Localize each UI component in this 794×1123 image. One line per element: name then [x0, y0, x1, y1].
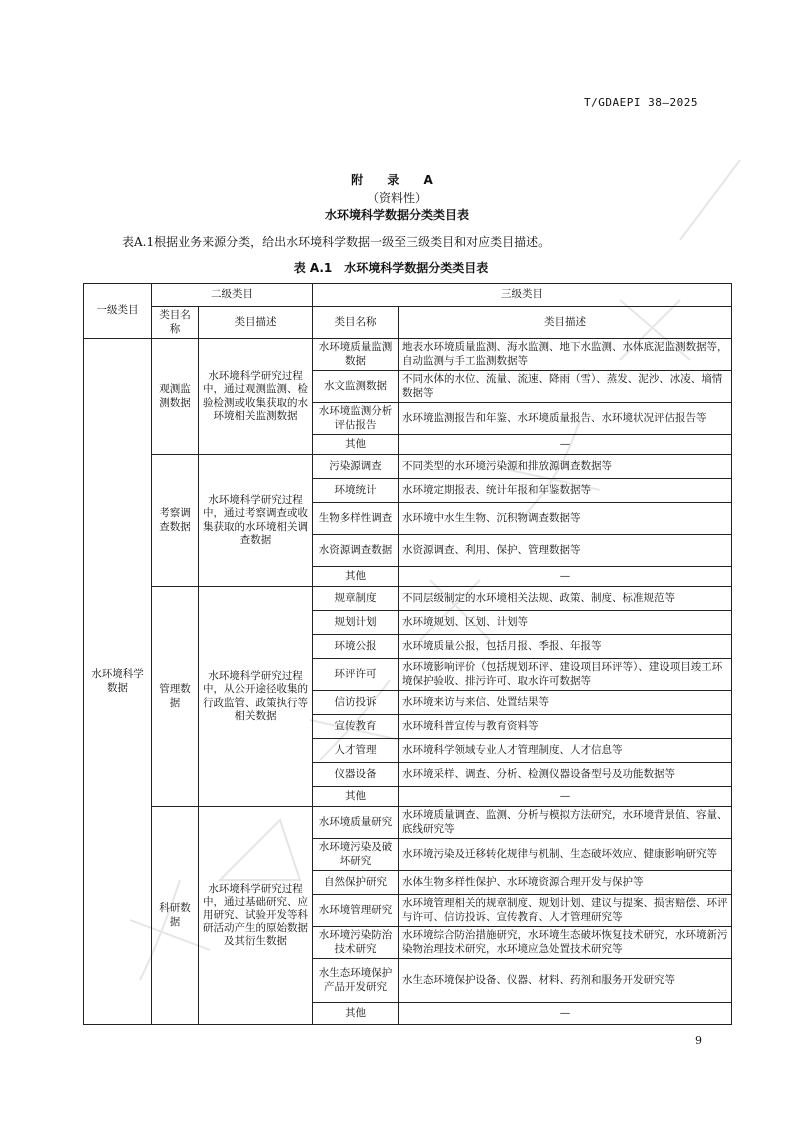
level3-name: 生物多样性调查 — [313, 503, 399, 535]
level3-description: 水环境质量调查、监测、分析与模拟方法研究，水环境背景值、容量、底线研究等 — [399, 807, 732, 839]
level3-description: 水体生物多样性保护、水环境资源合理开发与保护等 — [399, 871, 732, 895]
level3-description: 水环境质量公报，包括月报、季报、年报等 — [399, 635, 732, 659]
level2-description: 水环境科学研究过程中，从公开途径收集的行政监管、政策执行等相关数据 — [199, 587, 313, 807]
level3-description: 水环境中水生生物、沉积物调查数据等 — [399, 503, 732, 535]
level2-description: 水环境科学研究过程中，通过考察调查或收集获取的水环境相关调查数据 — [199, 455, 313, 587]
level3-description: 水环境来访与来信、处置结果等 — [399, 691, 732, 715]
level3-description: — — [399, 435, 732, 455]
appendix-label: 附 录 A — [351, 173, 443, 187]
level3-description: — — [399, 787, 732, 807]
header-level3-name: 类目名称 — [313, 307, 399, 339]
level3-name: 其他 — [313, 435, 399, 455]
level3-description: 水生态环境保护设备、仪器、材料、药剂和服务开发研究等 — [399, 959, 732, 1003]
level3-description: 水环境管理相关的规章制度、规划计划、建议与提案、损害赔偿、环评与许可、信访投诉、宣传教育、人才管理研究等 — [399, 895, 732, 927]
level3-name: 环境统计 — [313, 479, 399, 503]
level3-description: 水环境综合防治措施研究，水环境生态破坏恢复技术研究，水环境新污染物治理技术研究，水环境应急处置技术研究等 — [399, 927, 732, 959]
table-body — [84, 339, 732, 1025]
level3-name: 人才管理 — [313, 739, 399, 763]
table-row — [84, 339, 732, 371]
level2-name: 考察调查数据 — [152, 455, 199, 587]
level3-name: 水资源调查数据 — [313, 535, 399, 567]
level3-description: 水环境定期报表、统计年报和年鉴数据等 — [399, 479, 732, 503]
level3-name: 其他 — [313, 567, 399, 587]
header-level2: 二级类目 — [152, 284, 313, 307]
level3-description: 水资源调查、利用、保护、管理数据等 — [399, 535, 732, 567]
level2-description: 水环境科学研究过程中，通过观测监测、检验检测或收集获取的水环境相关监测数据 — [199, 339, 313, 455]
level2-name: 管理数据 — [152, 587, 199, 807]
level3-name: 规章制度 — [313, 587, 399, 611]
level3-description: 不同水体的水位、流量、流速、降雨（雪）、蒸发、泥沙、冰凌、墒情数据等 — [399, 371, 732, 403]
level3-name: 环评许可 — [313, 659, 399, 691]
table-row — [84, 587, 732, 611]
level3-description: 水环境污染及迁移转化规律与机制、生态破坏效应、健康影响研究等 — [399, 839, 732, 871]
page-number: 9 — [695, 1034, 702, 1047]
level3-name: 宣传教育 — [313, 715, 399, 739]
level3-name: 水环境质量研究 — [313, 807, 399, 839]
level3-description: 不同类型的水环境污染源和排放源调查数据等 — [399, 455, 732, 479]
level3-name: 仪器设备 — [313, 763, 399, 787]
classification-table — [83, 283, 732, 1025]
level3-name: 水环境污染及破坏研究 — [313, 839, 399, 871]
level3-name: 自然保护研究 — [313, 871, 399, 895]
table-caption-number: 表 A.1 — [293, 261, 333, 275]
level2-name: 观测监测数据 — [152, 339, 199, 455]
header-level2-name: 类目名称 — [152, 307, 199, 339]
level3-name: 其他 — [313, 787, 399, 807]
level3-description: — — [399, 567, 732, 587]
level3-name: 水生态环境保护产品开发研究 — [313, 959, 399, 1003]
level2-description: 水环境科学研究过程中，通过基础研究、应用研究、试验开发等科研活动产生的原始数据及其衍生数据 — [199, 807, 313, 1025]
level3-name: 污染源调查 — [313, 455, 399, 479]
header-level2-desc: 类目描述 — [199, 307, 313, 339]
level3-name: 水文监测数据 — [313, 371, 399, 403]
level3-name: 水环境污染防治技术研究 — [313, 927, 399, 959]
level3-name: 水环境管理研究 — [313, 895, 399, 927]
level3-description: 水环境科学领域专业人才管理制度、人才信息等 — [399, 739, 732, 763]
appendix-title: 水环境科学数据分类类目表 — [324, 208, 469, 222]
level1-name: 水环境科学数据 — [84, 339, 152, 1025]
header-level3: 三级类目 — [313, 284, 732, 307]
level3-name: 信访投诉 — [313, 691, 399, 715]
level3-description: 不同层级制定的水环境相关法规、政策、制度、标准规范等 — [399, 587, 732, 611]
level3-description: — — [399, 1003, 732, 1025]
level3-name: 规划计划 — [313, 611, 399, 635]
level2-name: 科研数据 — [152, 807, 199, 1025]
table-row — [84, 455, 732, 479]
level3-description: 水环境规划、区划、计划等 — [399, 611, 732, 635]
level3-name: 水环境质量监测数据 — [313, 339, 399, 371]
level3-description: 水环境科普宣传与教育资料等 — [399, 715, 732, 739]
level3-description: 水环境采样、调查、分析、检测仪器设备型号及功能数据等 — [399, 763, 732, 787]
header-level3-desc: 类目描述 — [399, 307, 732, 339]
level3-description: 地表水环境质量监测、海水监测、地下水监测、水体底泥监测数据等，自动监测与手工监测数据等 — [399, 339, 732, 371]
level3-name: 水环境监测分析评估报告 — [313, 403, 399, 435]
table-caption-title: 水环境科学数据分类类目表 — [344, 261, 489, 275]
table-row — [84, 807, 732, 839]
level3-name: 环境公报 — [313, 635, 399, 659]
intro-paragraph: 表A.1根据业务来源分类，给出水环境科学数据一级至三级类目和对应类目描述。 — [122, 235, 551, 249]
appendix-nature: （资料性） — [366, 191, 427, 205]
level3-name: 其他 — [313, 1003, 399, 1025]
level3-description: 水环境监测报告和年鉴、水环境质量报告、水环境状况评估报告等 — [399, 403, 732, 435]
level3-description: 水环境影响评价（包括规划环评、建设项目环评等）、建设项目竣工环境保护验收、排污许可、取水许可数据等 — [399, 659, 732, 691]
table-caption — [0, 259, 794, 276]
header-level1: 一级类目 — [84, 284, 152, 339]
standard-code: T/GDAEPI 38—2025 — [584, 96, 698, 109]
